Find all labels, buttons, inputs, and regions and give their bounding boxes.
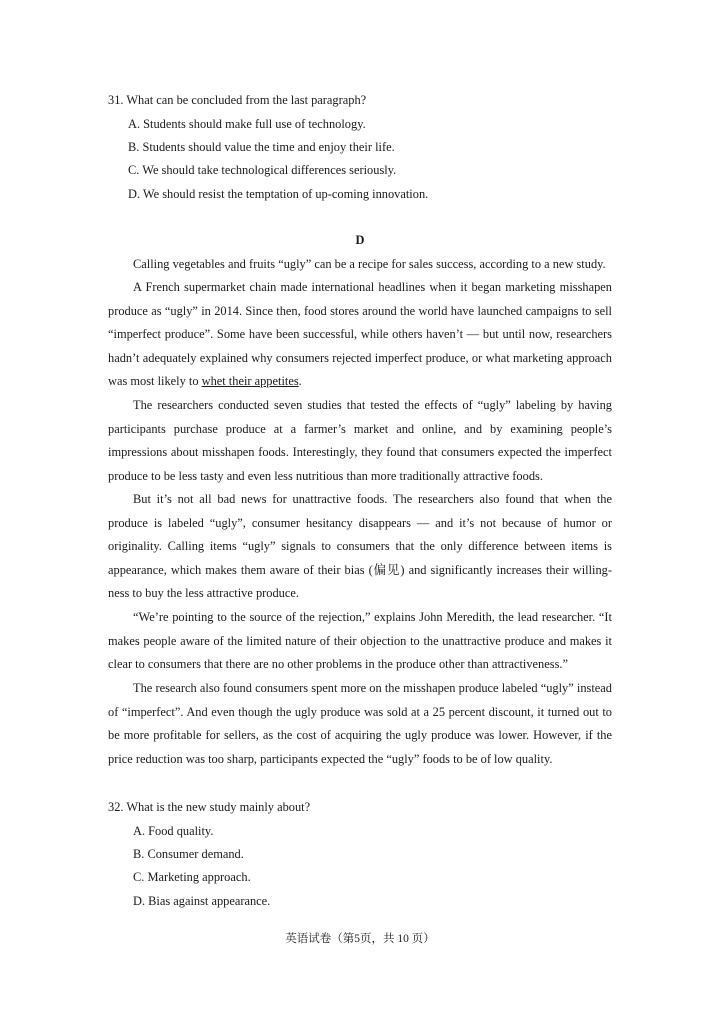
question-32: 32. What is the new study mainly about? bbox=[108, 800, 311, 814]
passage-heading: D bbox=[355, 233, 365, 247]
passage-paragraph-6: The research also found consumers spent more on the misshapen produce labeled “ugly” instead of “imperfect”. And even though the ugly produce was sold at a 25 percent discount, it turned out to be more profitable for sellers, as the cost of acquiring the ugly produce was lower. However, if the price reduction was too sharp, participants expected the “ugly” foods to be of low quality. bbox=[108, 681, 612, 766]
passage-paragraph-1: Calling vegetables and fruits “ugly” can be a recipe for sales success, according to a new study. bbox=[133, 257, 606, 271]
q32-option-c: C. Marketing approach. bbox=[133, 870, 251, 884]
question-31: 31. What can be concluded from the last paragraph? bbox=[108, 93, 367, 107]
q32-option-d: D. Bias against appearance. bbox=[133, 894, 271, 908]
q31-option-c: C. We should take technological differences seriously. bbox=[128, 163, 397, 177]
q31-option-b: B. Students should value the time and enjoy their life. bbox=[128, 140, 395, 154]
paragraph-2-end: . bbox=[298, 374, 302, 389]
q31-option-a: A. Students should make full use of technology. bbox=[128, 117, 366, 131]
q31-option-d: D. We should resist the temptation of up-coming innovation. bbox=[128, 187, 429, 201]
passage-paragraph-2 bbox=[108, 276, 612, 394]
passage-paragraph-5: “We’re pointing to the source of the rejection,” explains John Meredith, the lead researcher. “It makes people aware of the limited nature of their objection to the unattractive produce and makes it clear to consumers that there are no other problems in the produce other than attractiveness.” bbox=[108, 610, 612, 672]
paragraph-2-text: A French supermarket chain made international headlines when it began marketing misshapen produce as “ugly” in 2014. Since then, food stores around the world have launched campaigns to sell “imperfect produce”. Some have been successful, while others haven’t — but until now, researchers hadn’t adequately explained why consumers rejected imperfect produce, or what marketing approach was most likely to bbox=[108, 280, 612, 389]
page-footer: 英语试卷（第5页，共 10 页） bbox=[285, 933, 435, 945]
passage-paragraph-4: But it’s not all bad news for unattractive foods. The researchers also found that when the produce is labeled “ugly”, consumer hesitancy disappears — and it’s not because of humor or originality. Calling items “ugly” signals to consumers that the only difference between items is appearance, which makes them aware of their bias (偏见) and significantly increases their willing-ness to buy the less attractive produce. bbox=[108, 492, 612, 601]
q32-option-b: B. Consumer demand. bbox=[133, 847, 244, 861]
passage-paragraph-3: The researchers conducted seven studies that tested the effects of “ugly” labeling by having participants purchase produce at a farmer’s market and online, and by examining people’s impressions about misshapen foods. Interestingly, they found that consumers expected the imperfect produce to be less tasty and even less nutritious than more traditionally attractive foods. bbox=[108, 398, 612, 483]
underlined-phrase: whet their appetites bbox=[201, 374, 299, 389]
q32-option-a: A. Food quality. bbox=[133, 824, 214, 838]
